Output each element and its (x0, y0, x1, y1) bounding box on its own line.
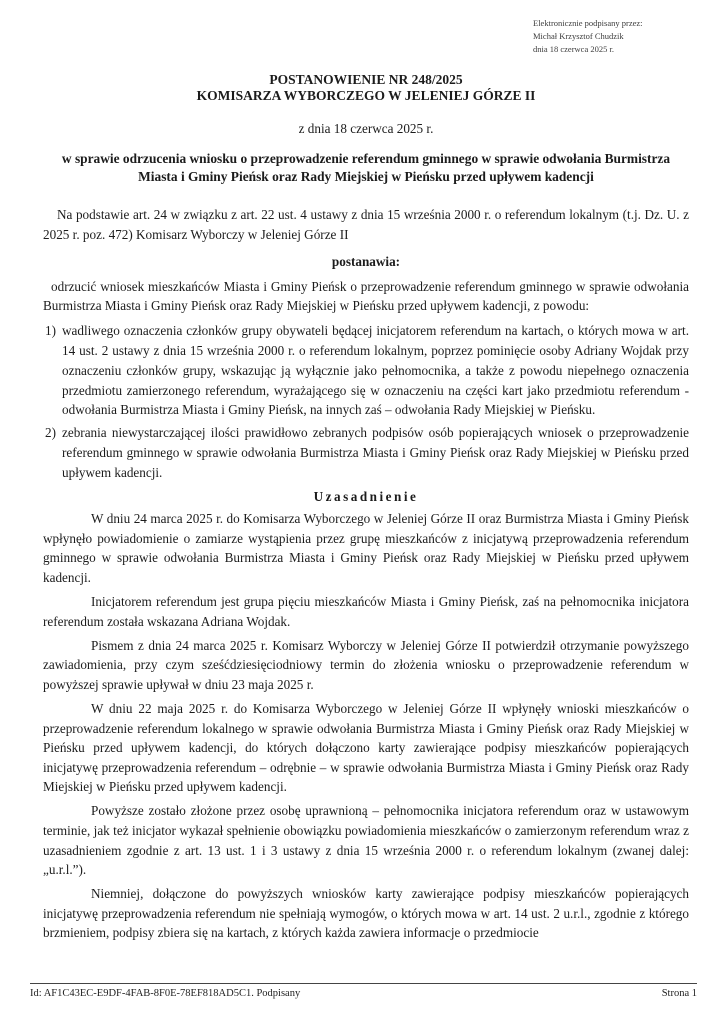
justification-paragraph-4: W dniu 22 maja 2025 r. do Komisarza Wyborczego w Jeleniej Górze II wpłynęły wnioski mieszkańców o przeprowadzenie referendum lokalnego w sprawie odwołania Burmistrza Miasta i Gminy Pieńsk oraz Rady Miejskiej w Pieńsku przed upływem kadencji, do których dołączono karty zawierające podpisy mieszkańców popierających inicjatywę przeprowadzenia referendum – odrębnie – w sprawie odwołania Burmistrza Miasta i Gminy Pieńsk oraz Rady Miejskiej w Pieńsku przed upływem kadencji. (43, 700, 689, 795)
resolution-paragraph: odrzucić wniosek mieszkańców Miasta i Gminy Pieńsk o przeprowadzenie referendum gminnego w sprawie odwołania Burmistrza Miasta i Gminy Pieńsk oraz Rady Miejskiej w Pieńsku przed upływem kadencji, z powodu: (43, 278, 689, 314)
page-footer (30, 983, 697, 999)
footer-document-id: Id: AF1C43EC-E9DF-4FAB-8F0E-78EF818AD5C1. Podpisany (30, 988, 301, 999)
esignature-line-3: dnia 18 czerwca 2025 r. (533, 44, 614, 54)
justification-paragraph-6: Niemniej, dołączone do powyższych wniosków karty zawierające podpisy mieszkańców popierających inicjatywę przeprowadzenia referendum nie spełniają wymogów, o których mowa w art. 14 ust. 2 u.r.l., zgodnie z którego brzmieniem, podpisy zbiera się na kartach, z których każda zawiera informacje o przedmiocie (43, 886, 689, 941)
document-title-line-2: KOMISARZA WYBORCZEGO W JELENIEJ GÓRZE II (196, 88, 536, 103)
footer-page-number: Strona 1 (661, 988, 697, 999)
reason-2-number: 2) (45, 425, 56, 441)
resolution-keyword: postanawia: (331, 253, 401, 269)
justification-heading: Uzasadnienie (313, 488, 419, 504)
document-date: z dnia 18 czerwca 2025 r. (298, 121, 434, 136)
esignature-line-2: Michał Krzysztof Chudzik (533, 31, 624, 41)
electronic-signature-note (533, 17, 643, 56)
legal-basis-paragraph: Na podstawie art. 24 w związku z art. 22 ust. 4 ustawy z dnia 15 września 2000 r. o referendum lokalnym (t.j. Dz. U. z 2025 r. poz. 472) Komisarz Wyborczy w Jeleniej Górze II (43, 207, 689, 242)
reasons-list (43, 321, 689, 482)
justification-paragraph-5: Powyższe zostało złożone przez osobę uprawnioną – pełnomocnika inicjatora referendum oraz w ustawowym terminie, jak też inicjator wykazał spełnienie obowiązku powiadomienia mieszkańców o zamierzonym referendum wraz z uzasadnieniem zgodnie z art. 13 ust. 1 i 3 ustawy z dnia 15 września 2000 r. o referendum lokalnym (zwanej dalej: „u.r.l.”). (43, 803, 689, 878)
document-title-line-1: POSTANOWIENIE NR 248/2025 (269, 72, 463, 87)
reason-item-2 (45, 423, 689, 482)
esignature-line-1: Elektronicznie podpisany przez: (533, 18, 643, 28)
reason-2-text: zebrania niewystarczającej ilości prawidłowo zebranych podpisów osób popierających wniosek o przeprowadzenie referendum gminnego w sprawie odwołania Burmistrza Miasta i Gminy Pieńsk oraz Rady Miejskiej w Pieńsku przed upływem kadencji. (62, 425, 689, 480)
document-title (43, 72, 689, 104)
reason-1-text: wadliwego oznaczenia członków grupy obywateli będącej inicjatorem referendum na kartach, o których mowa w art. 14 ust. 2 ustawy z dnia 15 września 2000 r. o referendum lokalnym, poprzez pominięcie osoby Adriany Wojdak przy oznaczeniu członków grupy, wskazując ją wyłącznie jako pełnomocnika, a także z powodu niepełnego oznaczenia przedmiotu zamierzonego referendum, wyrażającego się w oznaczeniu na części kart jako przedmiotu referendum - odwołania Burmistrza Miasta i Gminy Pieńsk, na innych zaś – odwołania Rady Miejskiej w Pieńsku. (62, 323, 689, 418)
justification-paragraph-2: Inicjatorem referendum jest grupa pięciu mieszkańców Miasta i Gminy Pieńsk, zaś na pełnomocnika inicjatora referendum została wskazana Adriana Wojdak. (43, 593, 689, 629)
justification-paragraph-3: Pismem z dnia 24 marca 2025 r. Komisarz Wyborczy w Jeleniej Górze II potwierdził otrzymanie powyższego zawiadomienia, przy czym sześćdziesięciodniowy termin do złożenia wniosku o przeprowadzenie referendum w powyższej sprawie upływał w dniu 23 maja 2025 r. (43, 637, 689, 692)
reason-1-number: 1) (45, 323, 56, 339)
reason-item-1 (45, 321, 689, 420)
document-subject: w sprawie odrzucenia wniosku o przeprowadzenie referendum gminnego w sprawie odwołania Burmistrza Miasta i Gminy Pieńsk oraz Rady Miejskiej w Pieńsku przed upływem kadencji (61, 151, 671, 184)
justification-paragraph-1: W dniu 24 marca 2025 r. do Komisarza Wyborczego w Jeleniej Górze II oraz Burmistrza Miasta i Gminy Pieńsk wpłynęło powiadomienie o zamiarze wystąpienia przez grupę mieszkańców z inicjatywą przeprowadzenia referendum gminnego w sprawie odwołania Burmistrza Miasta i Gminy Pieńsk oraz Rady Miejskiej w Pieńsku przed upływem kadencji. (43, 511, 689, 585)
